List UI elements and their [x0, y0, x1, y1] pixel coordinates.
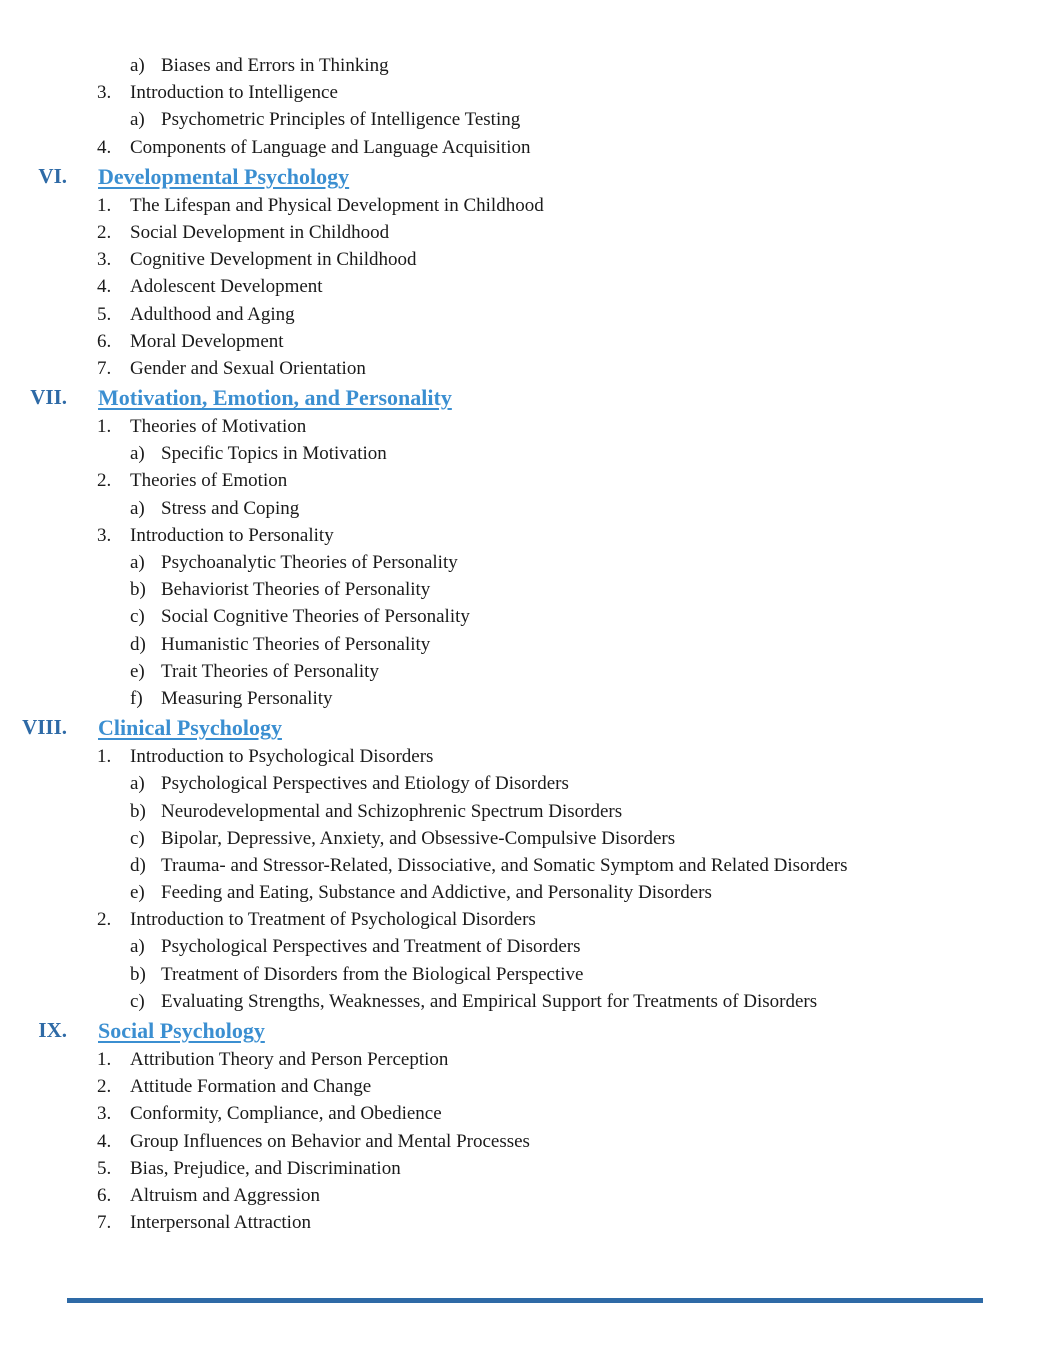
section-title-link[interactable]: Social Psychology — [98, 1018, 265, 1043]
list-item-text: Introduction to Personality — [130, 524, 334, 546]
list-item-text: Treatment of Disorders from the Biological Perspective — [161, 963, 584, 985]
section-heading — [0, 382, 1050, 413]
list-marker: 1. — [97, 1049, 112, 1070]
list-item-text: Introduction to Intelligence — [130, 82, 338, 104]
list-item-text: Trauma- and Stressor-Related, Dissociative, and Somatic Symptom and Related Disorders — [161, 854, 848, 876]
list-item-text: Neurodevelopmental and Schizophrenic Spectrum Disorders — [161, 800, 623, 822]
list-item-text: Stress and Coping — [161, 497, 300, 519]
list-item-text: Social Cognitive Theories of Personality — [161, 606, 470, 628]
section-heading — [0, 1015, 1050, 1046]
outline-item — [0, 355, 1050, 382]
outline-item — [0, 1155, 1050, 1182]
list-marker: c) — [130, 827, 145, 849]
outline-item — [0, 301, 1050, 328]
list-item-text: Conformity, Compliance, and Obedience — [130, 1103, 442, 1125]
section-heading — [0, 161, 1050, 192]
outline-subitem — [0, 852, 1050, 879]
list-item-text: Psychometric Principles of Intelligence Testing — [161, 109, 521, 131]
list-marker: b) — [130, 963, 146, 985]
section-title-link[interactable]: Clinical Psychology — [98, 715, 282, 741]
list-marker: 4. — [97, 276, 112, 298]
outline-subitem — [0, 879, 1050, 906]
list-item-text: Altruism and Aggression — [130, 1184, 320, 1206]
outline-subitem — [0, 106, 1050, 133]
list-marker: 2. — [97, 470, 112, 492]
outline-subitem — [0, 52, 1050, 79]
list-item-text: Psychoanalytic Theories of Personality — [161, 552, 458, 573]
list-marker: 2. — [97, 1076, 112, 1098]
list-marker: 1. — [97, 746, 112, 768]
list-item-text: Psychological Perspectives and Etiology of Disorders — [161, 773, 569, 795]
outline-item — [0, 79, 1050, 106]
list-marker: b) — [130, 800, 146, 822]
outline-subitem — [0, 603, 1050, 630]
list-marker: 6. — [97, 1184, 112, 1206]
list-item-text: Components of Language and Language Acquisition — [130, 136, 531, 158]
list-item-text: Theories of Motivation — [130, 416, 307, 438]
list-marker: 7. — [97, 357, 112, 379]
outline-item — [0, 743, 1050, 770]
list-marker: e) — [130, 882, 145, 904]
list-marker: a) — [130, 773, 145, 795]
list-item-text: Trait Theories of Personality — [161, 660, 379, 682]
outline-subitem — [0, 658, 1050, 685]
list-marker: 3. — [97, 524, 112, 546]
list-marker: 3. — [97, 82, 112, 104]
section-title-link[interactable]: Motivation, Emotion, and Personality — [98, 385, 452, 411]
list-item-text: Humanistic Theories of Personality — [161, 633, 431, 655]
outline-subitem — [0, 685, 1050, 712]
list-marker: a) — [130, 109, 145, 131]
outline-item — [0, 134, 1050, 161]
outline-item — [0, 1209, 1050, 1236]
list-item-text: Interpersonal Attraction — [130, 1212, 311, 1234]
list-marker: 1. — [97, 194, 112, 216]
list-marker: a) — [130, 552, 145, 573]
list-marker: 5. — [97, 1157, 112, 1179]
outline-subitem — [0, 631, 1050, 658]
outline-item — [0, 219, 1050, 246]
list-item-text: Introduction to Treatment of Psychological Disorders — [130, 909, 536, 931]
outline-item — [0, 1182, 1050, 1209]
list-item-text: Feeding and Eating, Substance and Addictive, and Personality Disorders — [161, 882, 712, 904]
list-item-text: Moral Development — [130, 330, 284, 352]
outline-subitem — [0, 549, 1050, 576]
list-item-text: Bipolar, Depressive, Anxiety, and Obsessive-Compulsive Disorders — [161, 827, 676, 849]
list-marker: c) — [130, 606, 145, 628]
outline-item — [0, 1073, 1050, 1100]
list-item-text: Measuring Personality — [161, 687, 333, 709]
list-marker: d) — [130, 854, 146, 876]
outline-item — [0, 906, 1050, 933]
list-item-text: Behaviorist Theories of Personality — [161, 579, 431, 601]
list-item-text: Evaluating Strengths, Weaknesses, and Empirical Support for Treatments of Disorders — [161, 990, 818, 1012]
list-marker: 3. — [97, 1103, 112, 1125]
section-numeral: VII. — [30, 385, 67, 410]
list-item-text: Attribution Theory and Person Perception — [130, 1049, 449, 1070]
outline-subitem — [0, 495, 1050, 522]
list-item-text: The Lifespan and Physical Development in Childhood — [130, 194, 544, 216]
list-marker: 1. — [97, 416, 112, 438]
list-item-text: Gender and Sexual Orientation — [130, 357, 366, 379]
section-numeral: IX. — [38, 1018, 67, 1042]
list-marker: 2. — [97, 221, 112, 243]
list-item-text: Theories of Emotion — [130, 470, 288, 492]
list-item-text: Attitude Formation and Change — [130, 1076, 372, 1098]
list-item-text: Adolescent Development — [130, 276, 323, 298]
outline-item — [0, 467, 1050, 494]
list-marker: d) — [130, 633, 146, 655]
outline-subitem — [0, 798, 1050, 825]
list-marker: a) — [130, 497, 145, 519]
list-marker: 6. — [97, 330, 112, 352]
outline-subitem — [0, 961, 1050, 988]
outline-subitem — [0, 988, 1050, 1015]
list-marker: c) — [130, 990, 145, 1012]
outline-item — [0, 522, 1050, 549]
outline-item — [0, 1128, 1050, 1155]
section-heading — [0, 712, 1050, 743]
list-item-text: Introduction to Psychological Disorders — [130, 746, 434, 768]
course-outline — [0, 52, 1050, 1236]
list-marker: e) — [130, 660, 145, 682]
outline-item — [0, 273, 1050, 300]
list-item-text: Biases and Errors in Thinking — [161, 55, 389, 76]
list-marker: b) — [130, 579, 146, 601]
list-item-text: Specific Topics in Motivation — [161, 443, 387, 465]
list-marker: a) — [130, 443, 145, 465]
list-marker: a) — [130, 936, 145, 958]
list-item-text: Psychological Perspectives and Treatment of Disorders — [161, 936, 581, 958]
list-item-text: Adulthood and Aging — [130, 303, 295, 325]
list-item-text: Cognitive Development in Childhood — [130, 249, 417, 271]
list-marker: 5. — [97, 303, 112, 325]
list-marker: 2. — [97, 909, 112, 931]
outline-subitem — [0, 933, 1050, 960]
outline-item — [0, 328, 1050, 355]
section-title-link[interactable]: Developmental Psychology — [98, 163, 350, 189]
outline-item — [0, 413, 1050, 440]
list-marker: 4. — [97, 1130, 112, 1152]
outline-subitem — [0, 825, 1050, 852]
list-item-text: Group Influences on Behavior and Mental Processes — [130, 1130, 530, 1152]
section-numeral: VIII. — [22, 715, 67, 740]
list-marker: f) — [130, 687, 143, 709]
list-marker: 3. — [97, 249, 112, 271]
list-item-text: Bias, Prejudice, and Discrimination — [130, 1157, 401, 1179]
outline-item — [0, 1046, 1050, 1073]
footer-rule — [67, 1298, 983, 1303]
list-marker: 7. — [97, 1212, 112, 1234]
list-marker: 4. — [97, 136, 112, 158]
outline-subitem — [0, 576, 1050, 603]
outline-item — [0, 192, 1050, 219]
outline-subitem — [0, 770, 1050, 797]
outline-subitem — [0, 440, 1050, 467]
list-item-text: Social Development in Childhood — [130, 221, 390, 243]
outline-item — [0, 1100, 1050, 1127]
list-marker: a) — [130, 55, 145, 76]
section-numeral: VI. — [38, 163, 67, 188]
outline-item — [0, 246, 1050, 273]
